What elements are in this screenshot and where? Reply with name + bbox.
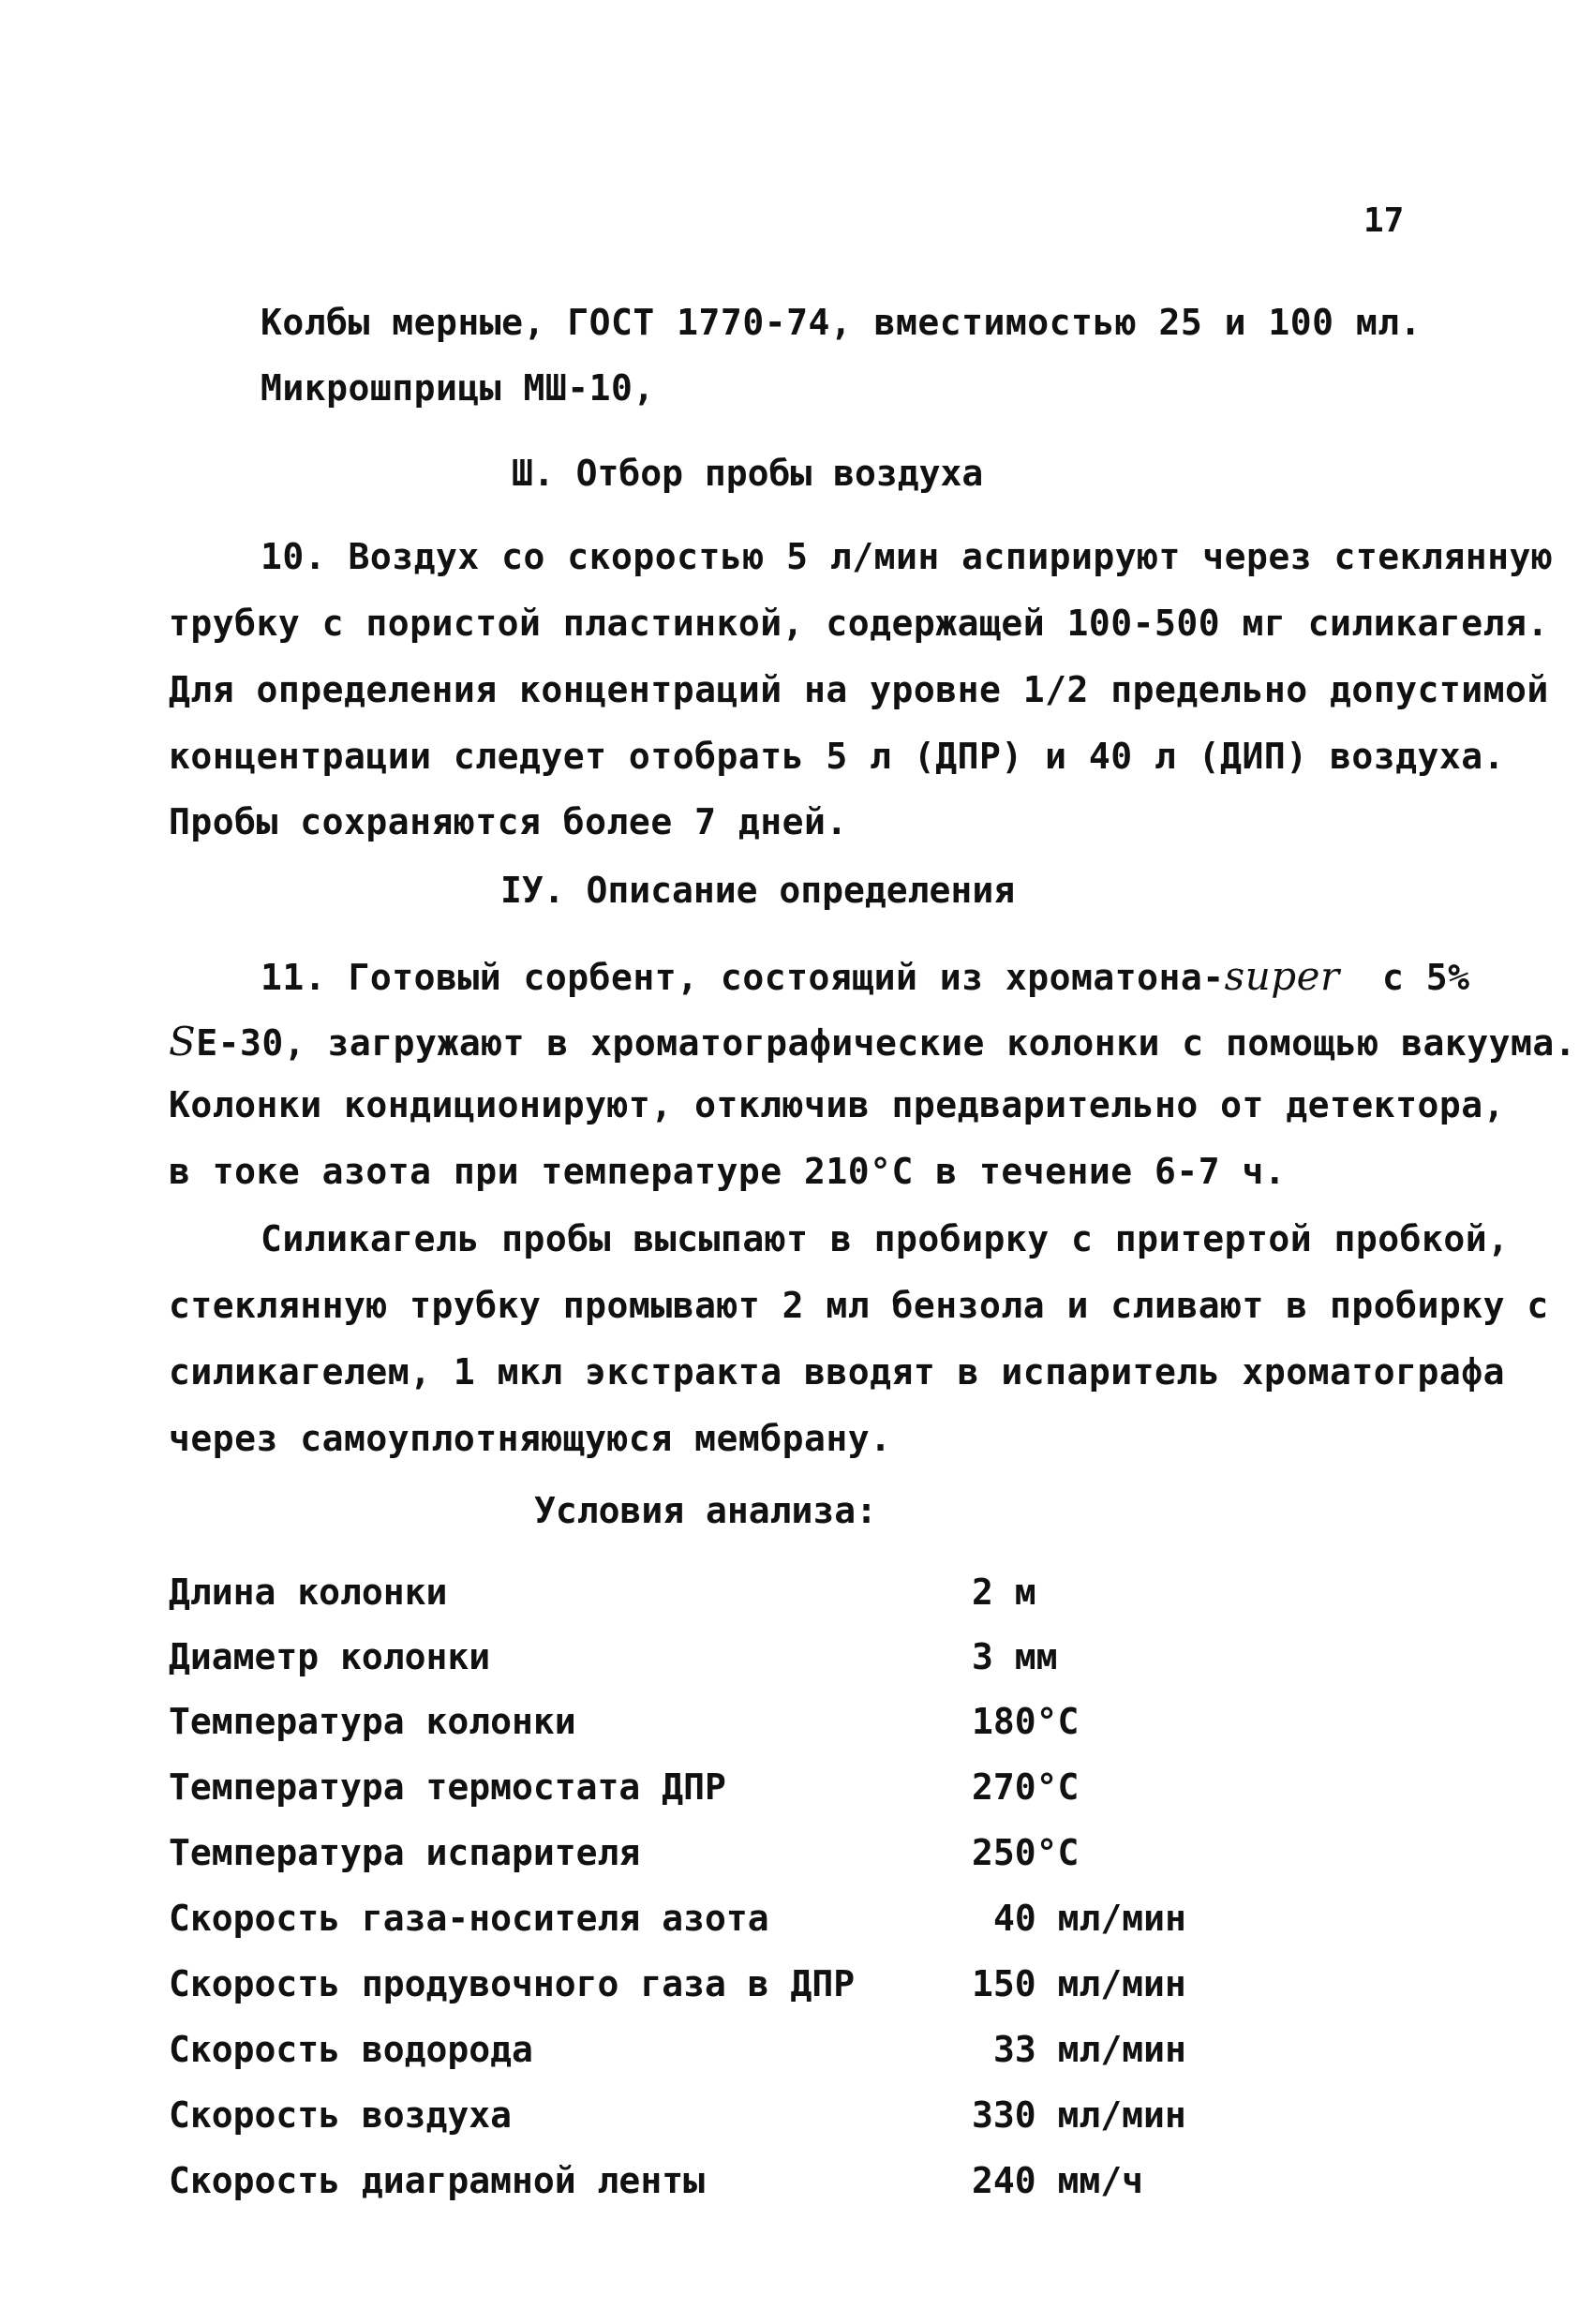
page-number: 17 xyxy=(1363,201,1405,240)
condition-value: 3 мм xyxy=(972,1636,1058,1677)
section-4-para-1-line-1 xyxy=(261,953,1469,999)
equipment-line-1: Колбы мерные, ГОСТ 1770-74, вместимостью 25 и 100 мл. xyxy=(261,302,1423,343)
section-3-line-3: Для определения концентраций на уровне 1/2 предельно допустимой xyxy=(169,669,1549,710)
condition-label: Длина колонки xyxy=(169,1572,448,1613)
condition-label: Скорость продувочного газа в ДПР xyxy=(169,1963,856,2004)
condition-label: Скорость воздуха xyxy=(169,2094,513,2136)
handwritten-super: super xyxy=(1224,953,1340,999)
section-3-line-4: концентрации следует отобрать 5 л (ДПР) и 40 л (ДИП) воздуха. xyxy=(169,736,1506,777)
condition-label: Диаметр колонки xyxy=(169,1636,491,1677)
section-3-line-2: трубку с пористой пластинкой, содержащей 100-500 мг силикагеля. xyxy=(169,603,1549,644)
condition-value: 330 мл/мин xyxy=(972,2094,1186,2136)
condition-label: Температура термостата ДПР xyxy=(169,1766,726,1808)
section-4-para-2-line-1: Силикагель пробы высыпают в пробирку с притертой пробкой, xyxy=(261,1218,1510,1259)
condition-value: 250°С xyxy=(972,1832,1080,1873)
section-4-para-2-line-3: силикагелем, 1 мкл экстракта вводят в испаритель хроматографа xyxy=(169,1351,1506,1393)
conditions-heading: Условия анализа: xyxy=(534,1490,878,1531)
condition-value: 270°С xyxy=(972,1766,1080,1808)
handwritten-s: S xyxy=(169,1019,197,1065)
condition-label: Температура испарителя xyxy=(169,1832,641,1873)
section-3-heading: Ш. Отбор пробы воздуха xyxy=(512,453,984,494)
condition-value: 40 мл/мин xyxy=(993,1898,1186,1939)
condition-label: Температура колонки xyxy=(169,1701,576,1742)
section-3-line-1: 10. Воздух со скоростью 5 л/мин аспирируют через стеклянную xyxy=(261,536,1554,577)
condition-label: Скорость диаграмной ленты xyxy=(169,2160,705,2201)
section-4-para-2-line-4: через самоуплотняющуюся мембрану. xyxy=(169,1418,892,1459)
para-1-suffix: с 5% xyxy=(1381,957,1470,998)
para-1-prefix: 11. Готовый сорбент, состоящий из хроматона- xyxy=(261,957,1225,998)
condition-label: Скорость газа-носителя азота xyxy=(169,1898,769,1939)
condition-value: 180°С xyxy=(972,1701,1080,1742)
section-4-para-1-line-2 xyxy=(169,1019,1576,1065)
section-3-line-5: Пробы сохраняются более 7 дней. xyxy=(169,801,848,842)
condition-value: 33 мл/мин xyxy=(993,2029,1186,2070)
condition-value: 240 мм/ч xyxy=(972,2160,1144,2201)
section-4-para-1-line-4: в токе азота при температуре 210°С в течение 6-7 ч. xyxy=(169,1151,1287,1192)
equipment-line-2: Микрошприцы МШ-10, xyxy=(261,367,655,409)
section-4-para-2-line-2: стеклянную трубку промывают 2 мл бензола и сливают в пробирку с xyxy=(169,1285,1549,1326)
section-4-para-1-line-3: Колонки кондиционируют, отключив предварительно от детектора, xyxy=(169,1084,1506,1125)
condition-value: 150 мл/мин xyxy=(972,1963,1186,2004)
condition-label: Скорость водорода xyxy=(169,2029,533,2070)
condition-value: 2 м xyxy=(972,1572,1036,1613)
section-4-heading: IУ. Описание определения xyxy=(500,870,1016,911)
para-1-line-2-rest: Е-30, загружают в хроматографические колонки с помощью вакуума. xyxy=(196,1022,1577,1064)
